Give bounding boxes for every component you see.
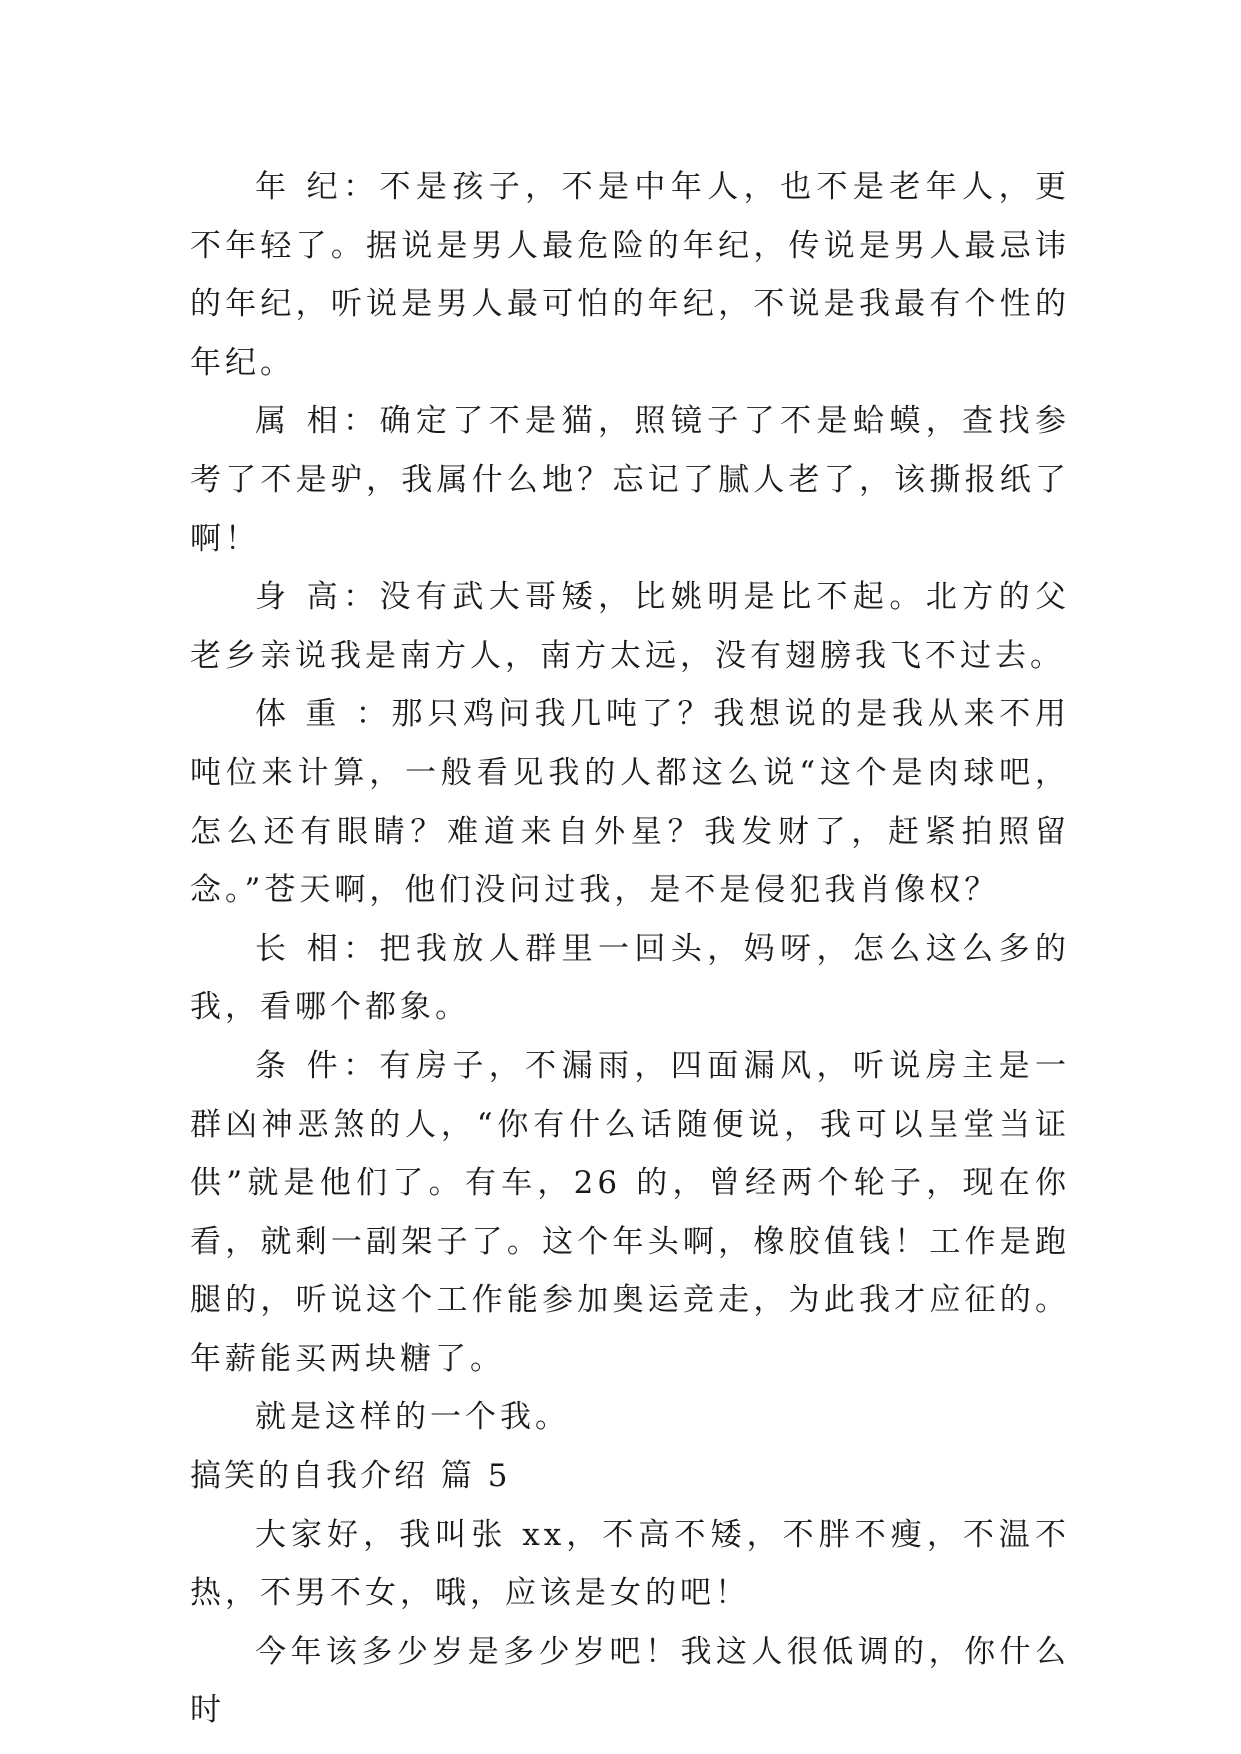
paragraph-weight: 体 重 ：那只鸡问我几吨了？我想说的是我从来不用吨位来计算，一般看见我的人都这么说“这个是肉球吧，怎么还有眼睛？难道来自外星？我发财了，赶紧拍照留念。”苍天啊，他们没问过我，是不是侵犯我肖像权？: [190, 696, 1070, 909]
section-heading: 搞笑的自我介绍 篇 5: [190, 1458, 511, 1495]
paragraph-age-intro: 今年该多少岁是多少岁吧！我这人很低调的，你什么时: [190, 1633, 1070, 1729]
paragraph-age: 年 纪：不是孩子，不是中年人，也不是老年人，更不年轻了。据说是男人最危险的年纪，传说是男人最忌讳的年纪，听说是男人最可怕的年纪，不说是我最有个性的年纪。: [190, 169, 1070, 381]
paragraph-conditions: 条 件：有房子，不漏雨，四面漏风，听说房主是一群凶神恶煞的人，“你有什么话随便说，我可以呈堂当证供”就是他们了。有车，26 的，曾经两个轮子，现在你看，就剩一副架子了。这个年头啊，橡胶值钱！工作是跑腿的，听说这个工作能参加奥运竞走，为此我才应征的。年薪能买两块糖了。: [190, 1047, 1070, 1377]
paragraph-greeting: 大家好，我叫张 xx，不高不矮，不胖不瘦，不温不热，不男不女，哦，应该是女的吧！: [190, 1516, 1070, 1612]
paragraph-height: 身 高：没有武大哥矮，比姚明是比不起。北方的父老乡亲说我是南方人，南方太远，没有翅膀我飞不过去。: [190, 579, 1070, 674]
paragraph-zodiac: 属 相：确定了不是猫，照镜子了不是蛤蟆，查找参考了不是驴，我属什么地？忘记了腻人老了，该撕报纸了啊！: [190, 403, 1070, 557]
document-body: [190, 158, 1070, 1740]
paragraph-appearance: 长 相：把我放人群里一回头，妈呀，怎么这么多的我，看哪个都象。: [190, 930, 1070, 1026]
paragraph-closing: 就是这样的一个我。: [255, 1399, 570, 1436]
